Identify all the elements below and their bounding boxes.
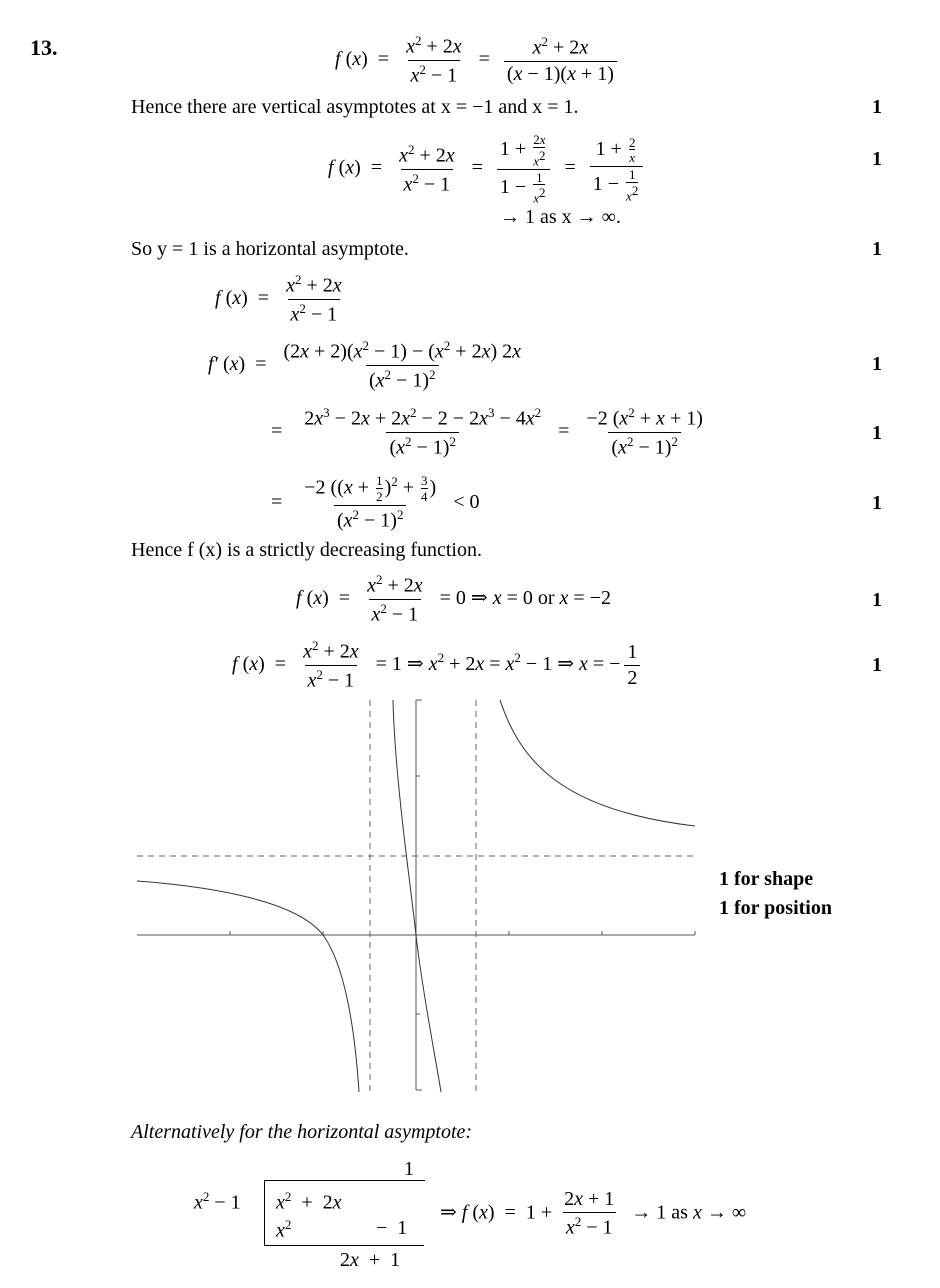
vertical-asymptote-statement: Hence there are vertical asymptotes at x = −1 and x = 1. [131, 96, 579, 118]
mark-7: 1 [872, 589, 882, 611]
mark-8: 1 [872, 654, 882, 676]
equation-4-derivative: f′ (x) = $\frac{(2x + 2)(x^2 - 1) - (x^2 + 2x) 2x}{(x^2 - 1)^2}$ [208, 338, 522, 392]
mark-shape: 1 for shape [719, 868, 814, 890]
mark-5: 1 [872, 422, 882, 444]
equation-6: = −2 ((x + $\frac{1}{2}$ )$^2$ + $\frac{3}{4}$ ) $(x^2 - 1)^2$ < 0 [271, 473, 480, 532]
equation-2: f (x) = $\frac{x^2 + 2x}{x^2 - 1}$ = 1 + $\frac{2x}{x^2}$ 1 − $\frac{1}{x^2}$ = 1 + $\frac{2}{x}$ 1 − $\frac{1}{x^2}$ [328, 133, 647, 205]
mark-4: 1 [872, 353, 882, 375]
equation-1: f (x) = $\frac{x^2 + 2x}{x^2 - 1}$ = $\frac{x^2 + 2x}{(x - 1)(x + 1)}$ [335, 33, 621, 87]
alternative-result: ⇒ f (x) = 1 + $\frac{2x + 1}{x^2 - 1}$ → 1 as x → ∞ [440, 1188, 747, 1239]
curve-left-branch [137, 881, 359, 1092]
mark-6: 1 [872, 492, 882, 514]
mark-1: 1 [872, 96, 882, 118]
question-number: 13. [30, 35, 58, 60]
alternative-heading: Alternatively for the horizontal asymptote: [131, 1121, 473, 1143]
equation-8: f (x) = $\frac{x^2 + 2x}{x^2 - 1}$ = 1 ⇒ $x^2 + 2x = x^2 - 1$ ⇒ x = − $\frac{1}{2}$ [232, 638, 644, 692]
limit-statement: → 1 as x → ∞. [500, 206, 621, 228]
horizontal-asymptote-statement: So y = 1 is a horizontal asymptote. [131, 238, 409, 260]
mark-3: 1 [872, 238, 882, 260]
curve-middle-branch [393, 700, 441, 1092]
equation-3: f (x) = $\frac{x^2 + 2x}{x^2 - 1}$ [215, 272, 342, 326]
mark-2: 1 [872, 148, 882, 170]
mark-position: 1 for position [719, 897, 832, 919]
equation-5: = $\frac{2x^3 - 2x + 2x^2 - 2 - 2x^3 - 4x^2}{(x^2 - 1)^2}$ = $\frac{-2 (x^2 + x + 1)}{(x^2 - 1)^2}$ [271, 405, 703, 459]
equation-7: f (x) = $\frac{x^2 + 2x}{x^2 - 1}$ = 0 ⇒ x = 0 or x = −2 [296, 572, 611, 626]
decreasing-statement: Hence f (x) is a strictly decreasing function. [131, 539, 482, 561]
function-graph [130, 695, 700, 1095]
curve-right-branch [500, 700, 695, 826]
